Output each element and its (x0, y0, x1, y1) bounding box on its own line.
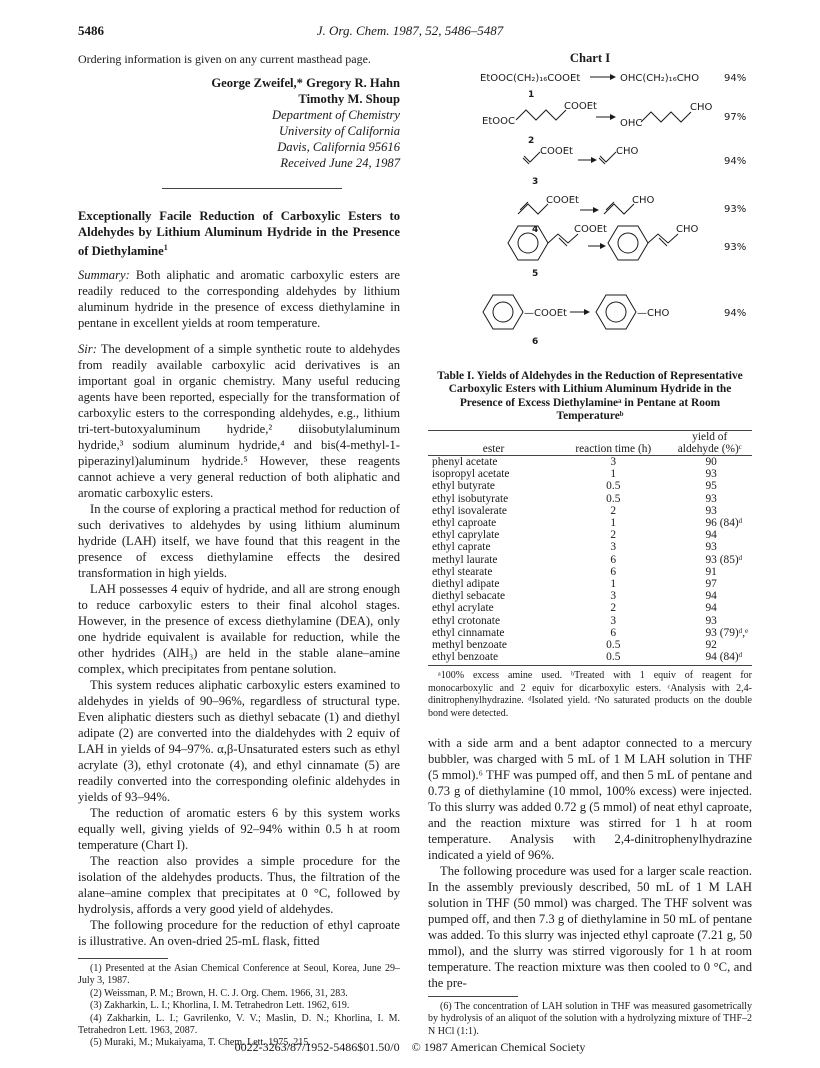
footnote-rule-right (428, 996, 518, 997)
cell-yield: 90 (705, 456, 717, 469)
table-row (428, 456, 752, 469)
paragraph-4: This system reduces aliphatic carboxylic esters examined to aldehydes in yields of 90–96%, regardless of structural type. Even aliphatic diesters such as diethyl sebacate (1) and diethyl adipate (2) are converted into the dialdehydes with 2 equiv of LAH in yields of 94–97%. α,β-Unsaturated esters such as ethyl acrylate (3), ethyl crotonate (4), and ethyl cinnamate (5) are readily converted into the corresponding olefinic aldehydes in yields of 93–94%. (78, 678, 400, 805)
yield-4: 93% (724, 204, 747, 215)
compound-6-cooet: —COOEt (524, 308, 567, 319)
compound-4-double-bond (520, 202, 528, 210)
cell-ester: ethyl caprylate (432, 529, 500, 542)
cell-time: 0.5 (606, 480, 621, 493)
cell-ester: ethyl stearate (432, 565, 493, 578)
compound-4-chain (518, 204, 548, 214)
table-row (428, 627, 752, 639)
compound-3-double-bond (523, 158, 529, 164)
cell-yield: 92 (705, 639, 717, 652)
label-2: 2 (528, 136, 535, 146)
compound-2-ohc: OHC (620, 118, 643, 129)
ordering-info: Ordering information is given on any current masthead page. (78, 52, 371, 66)
table-row (428, 639, 752, 651)
cell-yield: 97 (705, 578, 717, 591)
article-title (78, 208, 400, 259)
cell-time: 2 (610, 504, 617, 517)
affiliation (78, 107, 400, 171)
paragraph-2: In the course of exploring a practical method for reduction of such derivatives to aldehydes by using lithium aluminum hydride (LAH) itself, we have found that this reagent in the presence of excess diethylamine effects the desired transformation in high yields. (78, 502, 400, 581)
cell-yield: 94 (84)ᵈ (705, 651, 743, 664)
compound-2-etooc: EtOOC (482, 116, 515, 127)
cell-time: 6 (610, 626, 617, 639)
label-6: 6 (532, 337, 539, 347)
title-footnote-mark: 1 (163, 243, 168, 252)
title-text: Exceptionally Facile Reduction of Carboxylic Esters to Aldehydes by Lithium Aluminum Hydride in the Presence of Diethylamine (78, 209, 400, 259)
cell-yield: 96 (84)ᵈ (705, 517, 743, 530)
table-row (428, 517, 752, 529)
divider-rule (162, 188, 342, 189)
cell-ester: ethyl isovalerate (432, 504, 507, 517)
compound-4-product-chain (604, 204, 634, 214)
cell-time: 2 (610, 529, 617, 542)
label-5: 5 (532, 269, 539, 279)
compound-5-benzene-ring (508, 226, 548, 260)
yield-1: 94% (724, 73, 747, 84)
paragraph-5: The reduction of aromatic esters 6 by this system works equally well, giving yields of 92–94% within 0.5 h at room temperature (Chart I). (78, 806, 400, 853)
footnote-3: (3) Zakharkin, L. I.; Khorlina, I. M. Tetrahedron Lett. 1962, 619. (90, 1000, 350, 1012)
cell-yield: 93 (85)ᵈ (705, 553, 743, 566)
sir-label: Sir: (78, 342, 97, 357)
affiliation-city: Davis, California 95616 (277, 140, 400, 154)
compound-3-product-chain (600, 152, 616, 162)
arrow-2-head (610, 114, 616, 120)
yield-3: 94% (724, 156, 747, 167)
compound-6-cho: —CHO (637, 308, 670, 319)
table-body (428, 431, 752, 664)
compound-3-cooet: COOEt (540, 146, 573, 157)
cell-ester: diethyl adipate (432, 578, 500, 591)
cell-time: 0.5 (606, 492, 621, 505)
compound-4-product-double-bond (606, 202, 614, 210)
cell-time: 2 (610, 602, 617, 615)
cell-ester: ethyl caprate (432, 541, 491, 554)
compound-6-benzene-ring (483, 295, 523, 329)
summary-label: Summary: (78, 268, 130, 283)
cell-yield: 93 (705, 492, 717, 505)
label-3: 3 (532, 177, 539, 187)
paragraph-1-text: The development of a simple synthetic route to aldehydes from readily available carboxylic acid derivatives is an important goal in organic chemistry. Many useful reducing agents have been reported, especially for the transformation of carboxylic esters to the corresponding aldehydes, e.g., lithium tri-tert-butoxyaluminum hydride,² diisobutylaluminum hydride,³ sodium aluminum hydride,⁴ and bis(4-methyl-1-piperazinyl)aluminum hydride.⁵ However, these reagents cannot achieve a very general reduction of both aliphatic and aromatic carboxylic esters. (78, 342, 400, 501)
chart-title: Chart I (569, 51, 611, 65)
cell-yield: 94 (705, 602, 717, 615)
cell-yield: 93 (79)ᵈ,ᵉ (705, 626, 748, 639)
cell-ester: ethyl butyrate (432, 480, 495, 493)
cell-yield: 95 (705, 480, 717, 493)
running-head: J. Org. Chem. 1987, 52, 5486–5487 (316, 23, 504, 38)
arrow-3-head (591, 157, 597, 163)
table-row (428, 566, 752, 578)
summary (78, 267, 400, 331)
compound-6-product-ring (596, 295, 636, 329)
table-row (428, 602, 752, 614)
table-bottom-rule (428, 665, 752, 666)
cell-time: 3 (610, 541, 617, 554)
received-date: Received June 24, 1987 (280, 156, 400, 170)
footnote-1: (1) Presented at the Asian Chemical Conference at Seoul, Korea, June 29–July 3, 1987. (78, 963, 400, 987)
paragraph-6: The reaction also provides a simple procedure for the isolation of the aldehydes products. Thus, the filtration of the alane–amine complex that precipitates at 0 °C, followed by hydrolysis, affords a very good yield of aldehydes. (78, 854, 400, 917)
cell-time: 1 (610, 468, 617, 481)
cell-ester: methyl laurate (432, 553, 498, 566)
compound-4-cooet: COOEt (546, 195, 579, 206)
label-1: 1 (528, 90, 535, 100)
summary-text: Both aliphatic and aromatic carboxylic esters are readily reduced to the corresponding aldehydes by lithium aluminum hydride in the presence of excess diethylamine in pentane in excellent yields at room temperature. (78, 268, 400, 331)
cell-yield: 93 (705, 614, 717, 627)
compound-2-cho: CHO (690, 102, 713, 113)
cell-yield: 91 (705, 565, 717, 578)
compound-5-product-aromatic-circle (618, 233, 638, 253)
chart-scheme (428, 64, 758, 364)
cell-ester: methyl benzoate (432, 639, 507, 652)
arrow-4-head (593, 207, 599, 213)
table-notes: ᵃ100% excess amine used. ᵇTreated with 1 equiv of reagent for monocarboxylic and 2 equiv for dicarboxylic esters. ᶜAnalysis with 2,4-dinitrophenylhydrazine. ᵈIsolated yield. ᵉNo saturated products on the double bond were detected. (428, 670, 752, 719)
footnote-2: (2) Weissman, P. M.; Brown, H. C. J. Org. Chem. 1966, 31, 283. (90, 987, 348, 999)
article-body (78, 208, 400, 949)
compound-4-cho: CHO (632, 195, 655, 206)
cell-time: 1 (610, 517, 617, 530)
table-row (428, 493, 752, 505)
arrow-1-head (610, 74, 616, 80)
table-row (428, 468, 752, 480)
compound-6-product-aromatic-circle (606, 302, 626, 322)
cell-yield: 94 (705, 529, 717, 542)
cell-time: 3 (610, 456, 617, 469)
compound-6-aromatic-circle (493, 302, 513, 322)
footnote-5: (5) Muraki, M.; Mukaiyama, T. Chem. Lett. 1975, 215. (90, 1037, 311, 1049)
yield-6: 94% (724, 308, 747, 319)
cell-ester: ethyl isobutyrate (432, 492, 509, 505)
footnote-4: (4) Zakharkin, L. I.; Gavrilenko, V. V.; Maslin, D. N.; Khorlina, I. M. Tetrahedron Lett. 1963, 2087. (78, 1012, 400, 1037)
cell-ester: ethyl benzoate (432, 651, 499, 664)
cell-time: 3 (610, 590, 617, 603)
table-row (428, 480, 752, 492)
footnote-6: (6) The concentration of LAH solution in THF was measured gasometrically by hydrolysis of an aliquot of the solution with a hydrolyzing mixture of THF–2 N HCl (1:1). (428, 1001, 752, 1037)
cell-time: 0.5 (606, 651, 621, 664)
table-caption: Table I. Yields of Aldehydes in the Reduction of Representative Carboxylic Esters with Lithium Aluminum Hydride in the Presence of Excess Diethylamineᵃ in Pentane at Room Temperatureᵇ (437, 370, 743, 423)
left-column (78, 51, 400, 171)
cell-time: 6 (610, 565, 617, 578)
table-1 (428, 370, 752, 720)
paragraph-3: LAH possesses 4 equiv of hydride, and all are strong enough to reduce carboxylic esters to their final alcohol stages. However, in the presence of excess diethylamine (DEA), only one hydride equivalent is available for reduction, while the other hydrides (AlH₃) are held in the stable alane–amine complex, which precipitates from pentane solution. (78, 582, 400, 677)
table-row (428, 541, 752, 553)
compound-3-product-double-bond (599, 158, 605, 164)
compound-2-cooet: COOEt (564, 101, 597, 112)
compound-3-ester-chain (524, 152, 540, 162)
page-number: 5486 (78, 23, 104, 38)
right-paragraph-2: The following procedure was used for a larger scale reaction. In the assembly previously described, 50 mL of 1 M LAH solution in THF (50 mmol) was charged. The THF solvent was pumped off, and then 7.3 g of diethylamine in 50 mL of pentane was added. To this slurry was injected ethyl caproate (7.21 g, 50 mmol), and the slurry was stirred vigorously for 1 h at room temperature. The reaction mixture was then cooled to 0 °C, and the pre- (428, 864, 752, 990)
table-row (428, 651, 752, 663)
footer-copyright: © 1987 American Chemical Society (411, 1040, 586, 1054)
cell-time: 6 (610, 553, 617, 566)
cell-yield: 93 (705, 468, 717, 481)
table-header-row (428, 431, 752, 456)
affiliation-univ: University of California (278, 124, 400, 138)
compound-5-aromatic-circle (518, 233, 538, 253)
compound-3-cho: CHO (616, 146, 639, 157)
cell-time: 0.5 (606, 639, 621, 652)
arrow-5-head (600, 243, 606, 249)
cell-ester: diethyl sebacate (432, 590, 506, 603)
cell-ester: ethyl caproate (432, 517, 497, 530)
paragraph-1 (78, 341, 400, 501)
authors (78, 75, 400, 107)
table-row (428, 615, 752, 627)
right-paragraph-1: with a side arm and a bent adaptor connected to a mercury bubbler, was charged with 5 mL of 1 M LAH solution in THF (5 mmol).⁶ THF was pumped off, and then 5 mL of pentane and 0.73 g of diethylamine (10 mmol, 100% excess) were injected. To this slurry was added 0.72 g (5 mmol) of neat ethyl caproate, and the reaction mixture was stirred for 1 h at room temperature. Analysis with 2,4-dinitrophenylhydrazine indicated a yield of 96%. (428, 736, 752, 862)
cell-yield: 93 (705, 504, 717, 517)
compound-1-aldehyde: OHC(CH₂)₁₆CHO (620, 73, 700, 84)
affiliation-dept: Department of Chemistry (271, 108, 400, 122)
left-footnotes (78, 958, 400, 1050)
yield-2: 97% (724, 112, 747, 123)
compound-5-cho: CHO (676, 224, 699, 235)
cell-yield: 93 (705, 541, 717, 554)
cell-ester: ethyl crotonate (432, 614, 500, 627)
paragraph-7: The following procedure for the reduction of ethyl caproate is illustrative. An oven-dried 25-mL flask, fitted (78, 918, 400, 949)
footer-code: 0022-3263/87/1952-5486$01.50/0 (234, 1040, 400, 1054)
compound-5-product-double-bond (659, 238, 667, 246)
col-header-yield: yield of aldehyde (%)ᶜ (677, 430, 742, 455)
col-header-time: reaction time (h) (575, 442, 652, 455)
yield-5: 93% (724, 242, 747, 253)
right-body (428, 735, 752, 991)
cell-ester: ethyl cinnamate (432, 626, 505, 639)
table-row (428, 529, 752, 541)
compound-5-double-bond (559, 238, 567, 246)
authors-line-1: George Zweifel,* Gregory R. Hahn (211, 76, 400, 90)
table-row (428, 505, 752, 517)
compound-5-product-ring (608, 226, 648, 260)
arrow-6-head (584, 309, 590, 315)
compound-2-chain (516, 110, 566, 120)
compound-5-cooet: COOEt (574, 224, 607, 235)
label-4: 4 (532, 225, 539, 235)
right-footnotes (428, 996, 752, 1038)
table-row (428, 590, 752, 602)
table-row (428, 554, 752, 566)
cell-time: 1 (610, 578, 617, 591)
table-row (428, 578, 752, 590)
cell-ester: ethyl acrylate (432, 602, 494, 615)
cell-ester: isopropyl acetate (432, 468, 510, 481)
cell-ester: phenyl acetate (432, 456, 498, 469)
page-footer (0, 1040, 820, 1055)
authors-line-2: Timothy M. Shoup (298, 92, 400, 106)
cell-yield: 94 (705, 590, 717, 603)
compound-2-product-chain (641, 112, 691, 122)
footnote-rule (78, 958, 168, 959)
compound-1-ester: EtOOC(CH₂)₁₆COOEt (480, 73, 581, 84)
cell-time: 3 (610, 614, 617, 627)
col-header-ester: ester (482, 442, 505, 455)
